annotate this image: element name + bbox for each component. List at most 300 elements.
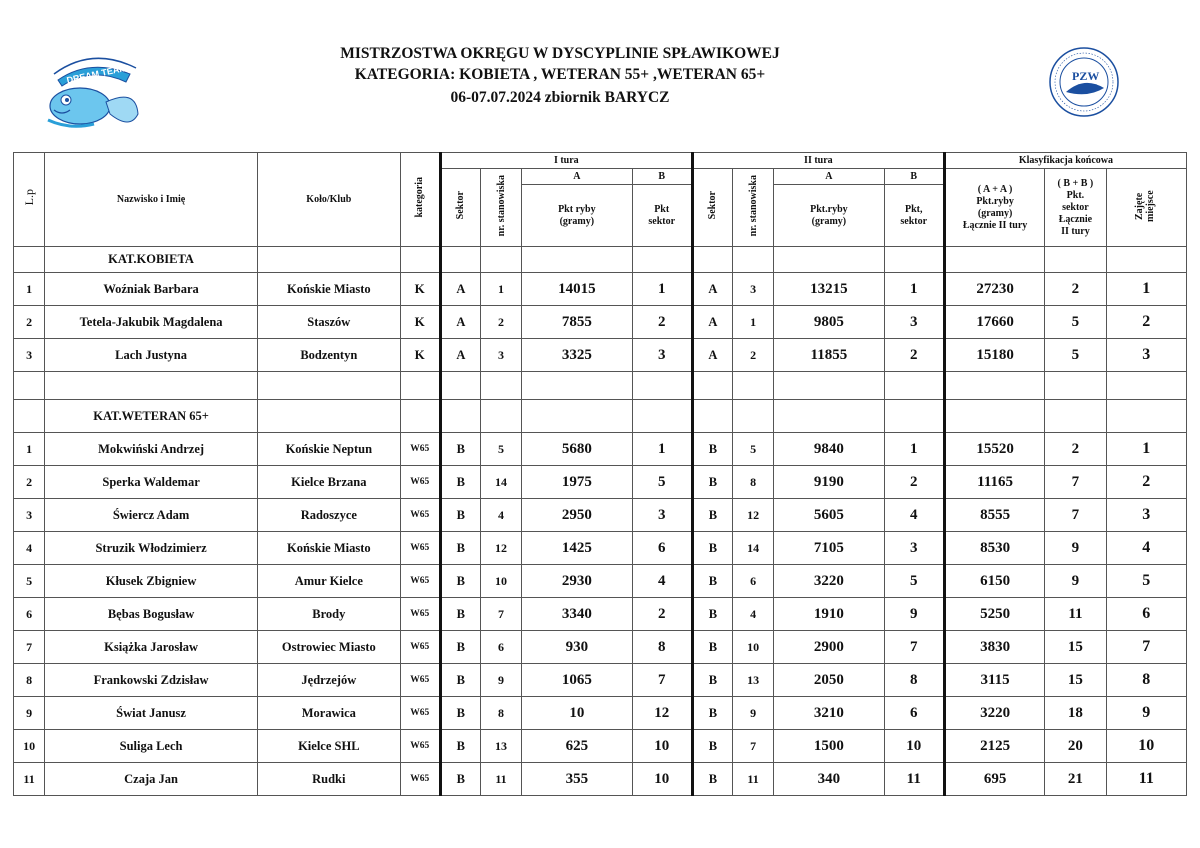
cell-pkt-sektor-2: 10: [884, 730, 944, 763]
cell-place: 8: [1106, 664, 1186, 697]
cell-stanowisko-1: 4: [480, 499, 521, 532]
cell-stanowisko-2: 6: [733, 565, 774, 598]
cell-pkt-ryby-2: 2050: [774, 664, 884, 697]
cell-sektor-2: B: [692, 532, 732, 565]
category-label: KAT.KOBIETA: [45, 247, 258, 273]
table-row: [14, 273, 1187, 306]
col-a-2: A: [774, 169, 884, 185]
cell-pkt-ryby-2: 7105: [774, 532, 884, 565]
cell-pkt-sektor-2: 7: [884, 631, 944, 664]
empty-cell: [733, 372, 774, 400]
cell-pkt-sektor-1: 5: [632, 466, 692, 499]
col-place: Zajęte miejsce: [1106, 169, 1186, 247]
empty-cell: [400, 400, 440, 433]
cell-final-fish: 8555: [944, 499, 1044, 532]
cell-stanowisko-1: 7: [480, 598, 521, 631]
cell-sektor-2: A: [692, 306, 732, 339]
category-label: KAT.WETERAN 65+: [45, 400, 258, 433]
cell-place: 4: [1106, 532, 1186, 565]
empty-cell: [632, 400, 692, 433]
cell-stanowisko-1: 8: [480, 697, 521, 730]
cell-club: Końskie Miasto: [258, 532, 401, 565]
cell-final-fish: 3220: [944, 697, 1044, 730]
col-pkt-sektor-2: Pkt, sektor: [884, 185, 944, 247]
cell-sektor-1: B: [440, 763, 480, 796]
cell-stanowisko-1: 9: [480, 664, 521, 697]
cell-sektor-1: B: [440, 565, 480, 598]
cell-kategoria: W65: [400, 433, 440, 466]
empty-cell: [258, 400, 401, 433]
empty-cell: [480, 247, 521, 273]
cell-sektor-2: B: [692, 697, 732, 730]
cell-place: 6: [1106, 598, 1186, 631]
cell-final-points: 7: [1045, 466, 1106, 499]
cell-lp: 5: [14, 565, 45, 598]
cell-stanowisko-2: 2: [733, 339, 774, 372]
cell-pkt-sektor-2: 3: [884, 532, 944, 565]
cell-stanowisko-2: 12: [733, 499, 774, 532]
cell-pkt-ryby-2: 5605: [774, 499, 884, 532]
cell-kategoria: W65: [400, 664, 440, 697]
cell-final-fish: 2125: [944, 730, 1044, 763]
cell-sektor-1: B: [440, 433, 480, 466]
category-row: [14, 247, 1187, 273]
cell-sektor-2: B: [692, 466, 732, 499]
col-pkt-sektor-1: Pkt sektor: [632, 185, 692, 247]
cell-place: 2: [1106, 466, 1186, 499]
cell-name: Świat Janusz: [45, 697, 258, 730]
empty-cell: [522, 247, 632, 273]
cell-place: 3: [1106, 339, 1186, 372]
results-table: [13, 152, 1187, 796]
results-body: [14, 247, 1187, 796]
cell-kategoria: W65: [400, 631, 440, 664]
cell-stanowisko-2: 13: [733, 664, 774, 697]
col-name: Nazwisko i Imię: [45, 153, 258, 247]
empty-cell: [944, 247, 1044, 273]
cell-kategoria: W65: [400, 499, 440, 532]
cell-stanowisko-1: 14: [480, 466, 521, 499]
empty-cell: [14, 247, 45, 273]
empty-cell: [440, 400, 480, 433]
cell-sektor-2: A: [692, 273, 732, 306]
cell-pkt-ryby-1: 625: [522, 730, 632, 763]
cell-stanowisko-1: 5: [480, 433, 521, 466]
cell-final-fish: 3115: [944, 664, 1044, 697]
cell-name: Bębas Bogusław: [45, 598, 258, 631]
cell-sektor-2: B: [692, 763, 732, 796]
cell-pkt-ryby-2: 340: [774, 763, 884, 796]
table-row: [14, 565, 1187, 598]
cell-sektor-2: B: [692, 730, 732, 763]
cell-kategoria: W65: [400, 466, 440, 499]
cell-sektor-1: B: [440, 466, 480, 499]
cell-sektor-2: B: [692, 631, 732, 664]
col-kategoria: kategoria: [400, 153, 440, 247]
cell-pkt-ryby-2: 2900: [774, 631, 884, 664]
table-row: [14, 697, 1187, 730]
cell-name: Sperka Waldemar: [45, 466, 258, 499]
cell-place: 3: [1106, 499, 1186, 532]
cell-final-fish: 17660: [944, 306, 1044, 339]
cell-stanowisko-1: 2: [480, 306, 521, 339]
cell-club: Kielce Brzana: [258, 466, 401, 499]
cell-final-points: 9: [1045, 532, 1106, 565]
empty-cell: [258, 247, 401, 273]
cell-pkt-sektor-2: 9: [884, 598, 944, 631]
cell-lp: 3: [14, 499, 45, 532]
cell-lp: 8: [14, 664, 45, 697]
col-club: Koło/Klub: [258, 153, 401, 247]
cell-pkt-sektor-1: 4: [632, 565, 692, 598]
col-sektor-1: Sektor: [440, 169, 480, 247]
cell-lp: 11: [14, 763, 45, 796]
cell-stanowisko-2: 10: [733, 631, 774, 664]
cell-sektor-2: B: [692, 664, 732, 697]
cell-stanowisko-2: 11: [733, 763, 774, 796]
cell-lp: 2: [14, 466, 45, 499]
logo-right-text: PZW: [1072, 69, 1100, 83]
cell-club: Rudki: [258, 763, 401, 796]
cell-sektor-1: A: [440, 273, 480, 306]
cell-sektor-1: B: [440, 499, 480, 532]
cell-name: Świercz Adam: [45, 499, 258, 532]
cell-place: 5: [1106, 565, 1186, 598]
cell-pkt-ryby-1: 5680: [522, 433, 632, 466]
table-row: [14, 433, 1187, 466]
cell-pkt-sektor-1: 6: [632, 532, 692, 565]
cell-final-fish: 27230: [944, 273, 1044, 306]
empty-cell: [884, 372, 944, 400]
cell-sektor-1: B: [440, 664, 480, 697]
cell-lp: 10: [14, 730, 45, 763]
cell-stanowisko-1: 3: [480, 339, 521, 372]
cell-final-points: 9: [1045, 565, 1106, 598]
cell-stanowisko-1: 10: [480, 565, 521, 598]
cell-final-points: 7: [1045, 499, 1106, 532]
cell-pkt-sektor-1: 1: [632, 433, 692, 466]
cell-name: Frankowski Zdzisław: [45, 664, 258, 697]
cell-pkt-ryby-2: 11855: [774, 339, 884, 372]
cell-sektor-2: B: [692, 499, 732, 532]
empty-cell: [1045, 372, 1106, 400]
empty-cell: [1106, 247, 1186, 273]
empty-cell: [440, 372, 480, 400]
category-row: [14, 400, 1187, 433]
cell-club: Bodzentyn: [258, 339, 401, 372]
cell-final-fish: 6150: [944, 565, 1044, 598]
cell-final-points: 5: [1045, 306, 1106, 339]
empty-cell: [692, 400, 732, 433]
table-row: [14, 664, 1187, 697]
empty-cell: [45, 372, 258, 400]
empty-cell: [944, 372, 1044, 400]
empty-cell: [14, 372, 45, 400]
cell-club: Kielce SHL: [258, 730, 401, 763]
cell-pkt-sektor-2: 6: [884, 697, 944, 730]
cell-pkt-sektor-2: 5: [884, 565, 944, 598]
dream-team-logo: [40, 44, 144, 130]
cell-name: Woźniak Barbara: [45, 273, 258, 306]
cell-final-points: 18: [1045, 697, 1106, 730]
col-a-1: A: [522, 169, 632, 185]
empty-cell: [1106, 400, 1186, 433]
title-line-1: MISTRZOSTWA OKRĘGU W DYSCYPLINIE SPŁAWIKOWEJ: [340, 45, 780, 62]
empty-cell: [400, 247, 440, 273]
cell-kategoria: W65: [400, 532, 440, 565]
cell-kategoria: W65: [400, 697, 440, 730]
col-tura-1: I tura: [440, 153, 692, 169]
table-row: [14, 339, 1187, 372]
cell-kategoria: W65: [400, 598, 440, 631]
cell-pkt-ryby-1: 930: [522, 631, 632, 664]
empty-cell: [884, 400, 944, 433]
col-pkt-ryby-2: Pkt.ryby (gramy): [774, 185, 884, 247]
cell-stanowisko-2: 3: [733, 273, 774, 306]
cell-pkt-sektor-1: 8: [632, 631, 692, 664]
cell-final-fish: 15180: [944, 339, 1044, 372]
cell-final-points: 2: [1045, 273, 1106, 306]
cell-pkt-ryby-1: 1425: [522, 532, 632, 565]
cell-final-fish: 5250: [944, 598, 1044, 631]
cell-club: Końskie Miasto: [258, 273, 401, 306]
cell-pkt-ryby-2: 1500: [774, 730, 884, 763]
cell-club: Ostrowiec Miasto: [258, 631, 401, 664]
title-line-2: KATEGORIA: KOBIETA , WETERAN 55+ ,WETERAN 65+: [354, 66, 766, 83]
col-final-points: ( B + B ) Pkt. sektor Łącznie II tury: [1045, 169, 1106, 247]
empty-cell: [733, 247, 774, 273]
cell-club: Amur Kielce: [258, 565, 401, 598]
cell-stanowisko-2: 4: [733, 598, 774, 631]
cell-pkt-sektor-2: 11: [884, 763, 944, 796]
cell-name: Tetela-Jakubik Magdalena: [45, 306, 258, 339]
empty-cell: [632, 247, 692, 273]
cell-stanowisko-2: 8: [733, 466, 774, 499]
cell-stanowisko-1: 6: [480, 631, 521, 664]
empty-cell: [440, 247, 480, 273]
cell-place: 9: [1106, 697, 1186, 730]
cell-stanowisko-2: 5: [733, 433, 774, 466]
empty-cell: [258, 372, 401, 400]
cell-final-fish: 15520: [944, 433, 1044, 466]
cell-final-points: 15: [1045, 631, 1106, 664]
cell-stanowisko-1: 13: [480, 730, 521, 763]
cell-pkt-ryby-1: 3325: [522, 339, 632, 372]
empty-cell: [480, 372, 521, 400]
cell-sektor-1: A: [440, 339, 480, 372]
cell-pkt-ryby-2: 1910: [774, 598, 884, 631]
col-final-fish: ( A + A ) Pkt.ryby (gramy) Łącznie II tury: [944, 169, 1044, 247]
cell-pkt-sektor-1: 10: [632, 730, 692, 763]
cell-stanowisko-2: 7: [733, 730, 774, 763]
cell-pkt-sektor-2: 1: [884, 273, 944, 306]
cell-pkt-sektor-1: 2: [632, 598, 692, 631]
empty-cell: [692, 247, 732, 273]
empty-cell: [774, 247, 884, 273]
table-row: [14, 306, 1187, 339]
cell-pkt-sektor-1: 2: [632, 306, 692, 339]
cell-final-points: 2: [1045, 433, 1106, 466]
cell-club: Radoszyce: [258, 499, 401, 532]
cell-place: 7: [1106, 631, 1186, 664]
cell-sektor-1: B: [440, 598, 480, 631]
table-row: [14, 532, 1187, 565]
cell-kategoria: W65: [400, 730, 440, 763]
table-row: [14, 730, 1187, 763]
cell-pkt-sektor-1: 1: [632, 273, 692, 306]
cell-stanowisko-1: 1: [480, 273, 521, 306]
logo-left-text: DREAM TEAM: [65, 62, 128, 86]
empty-cell: [400, 372, 440, 400]
cell-final-fish: 8530: [944, 532, 1044, 565]
cell-lp: 9: [14, 697, 45, 730]
cell-pkt-ryby-2: 9840: [774, 433, 884, 466]
empty-cell: [774, 400, 884, 433]
empty-cell: [522, 372, 632, 400]
cell-kategoria: K: [400, 339, 440, 372]
cell-sektor-2: B: [692, 598, 732, 631]
cell-final-points: 15: [1045, 664, 1106, 697]
cell-pkt-ryby-1: 2950: [522, 499, 632, 532]
cell-club: Jędrzejów: [258, 664, 401, 697]
cell-kategoria: K: [400, 273, 440, 306]
cell-sektor-2: B: [692, 565, 732, 598]
cell-name: Struzik Włodzimierz: [45, 532, 258, 565]
cell-pkt-sektor-2: 3: [884, 306, 944, 339]
col-pkt-ryby-1: Pkt ryby (gramy): [522, 185, 632, 247]
cell-name: Czaja Jan: [45, 763, 258, 796]
cell-club: Końskie Neptun: [258, 433, 401, 466]
cell-stanowisko-2: 14: [733, 532, 774, 565]
cell-pkt-sektor-2: 4: [884, 499, 944, 532]
cell-pkt-sektor-1: 12: [632, 697, 692, 730]
cell-stanowisko-1: 12: [480, 532, 521, 565]
col-stanowisko-2: nr. stanowiska: [733, 169, 774, 247]
empty-cell: [774, 372, 884, 400]
cell-kategoria: K: [400, 306, 440, 339]
cell-name: Lach Justyna: [45, 339, 258, 372]
cell-final-points: 5: [1045, 339, 1106, 372]
table-row: [14, 499, 1187, 532]
cell-sektor-1: B: [440, 730, 480, 763]
cell-sektor-1: B: [440, 697, 480, 730]
cell-club: Staszów: [258, 306, 401, 339]
cell-pkt-ryby-1: 1065: [522, 664, 632, 697]
table-row: [14, 598, 1187, 631]
cell-stanowisko-1: 11: [480, 763, 521, 796]
cell-pkt-sektor-2: 2: [884, 466, 944, 499]
cell-place: 1: [1106, 273, 1186, 306]
cell-pkt-ryby-1: 2930: [522, 565, 632, 598]
cell-pkt-sektor-2: 8: [884, 664, 944, 697]
empty-cell: [480, 400, 521, 433]
cell-final-fish: 3830: [944, 631, 1044, 664]
cell-sektor-2: A: [692, 339, 732, 372]
cell-lp: 7: [14, 631, 45, 664]
cell-pkt-ryby-2: 3220: [774, 565, 884, 598]
col-sektor-2: Sektor: [692, 169, 732, 247]
cell-pkt-ryby-1: 7855: [522, 306, 632, 339]
cell-final-points: 20: [1045, 730, 1106, 763]
col-b-2: B: [884, 169, 944, 185]
cell-pkt-sektor-1: 3: [632, 499, 692, 532]
empty-cell: [1045, 247, 1106, 273]
col-b-1: B: [632, 169, 692, 185]
cell-stanowisko-2: 9: [733, 697, 774, 730]
cell-pkt-sektor-1: 3: [632, 339, 692, 372]
cell-pkt-sektor-2: 1: [884, 433, 944, 466]
cell-pkt-ryby-2: 9190: [774, 466, 884, 499]
cell-pkt-sektor-1: 7: [632, 664, 692, 697]
title-line-3: 06-07.07.2024 zbiornik BARYCZ: [450, 89, 670, 106]
cell-name: Suliga Lech: [45, 730, 258, 763]
cell-pkt-ryby-2: 9805: [774, 306, 884, 339]
cell-final-fish: 695: [944, 763, 1044, 796]
cell-kategoria: W65: [400, 565, 440, 598]
cell-pkt-ryby-1: 1975: [522, 466, 632, 499]
cell-pkt-ryby-2: 3210: [774, 697, 884, 730]
cell-lp: 1: [14, 433, 45, 466]
empty-cell: [884, 247, 944, 273]
cell-final-points: 21: [1045, 763, 1106, 796]
cell-lp: 6: [14, 598, 45, 631]
cell-club: Morawica: [258, 697, 401, 730]
cell-place: 11: [1106, 763, 1186, 796]
cell-pkt-ryby-2: 13215: [774, 273, 884, 306]
empty-cell: [944, 400, 1044, 433]
spacer-row: [14, 372, 1187, 400]
empty-cell: [733, 400, 774, 433]
cell-sektor-1: B: [440, 532, 480, 565]
col-tura-2: II tura: [692, 153, 944, 169]
cell-sektor-2: B: [692, 433, 732, 466]
empty-cell: [522, 400, 632, 433]
cell-lp: 2: [14, 306, 45, 339]
cell-pkt-ryby-1: 3340: [522, 598, 632, 631]
pzw-seal-logo: [1048, 46, 1120, 118]
col-lp: L.p: [14, 153, 45, 247]
cell-kategoria: W65: [400, 763, 440, 796]
cell-club: Brody: [258, 598, 401, 631]
col-final: Klasyfikacja końcowa: [944, 153, 1186, 169]
empty-cell: [14, 400, 45, 433]
cell-sektor-1: B: [440, 631, 480, 664]
cell-lp: 1: [14, 273, 45, 306]
table-row: [14, 763, 1187, 796]
empty-cell: [632, 372, 692, 400]
cell-place: 10: [1106, 730, 1186, 763]
cell-name: Mokwiński Andrzej: [45, 433, 258, 466]
cell-name: Książka Jarosław: [45, 631, 258, 664]
empty-cell: [692, 372, 732, 400]
cell-lp: 4: [14, 532, 45, 565]
cell-lp: 3: [14, 339, 45, 372]
table-row: [14, 466, 1187, 499]
cell-pkt-sektor-2: 2: [884, 339, 944, 372]
cell-pkt-ryby-1: 14015: [522, 273, 632, 306]
cell-place: 2: [1106, 306, 1186, 339]
empty-cell: [1045, 400, 1106, 433]
cell-final-points: 11: [1045, 598, 1106, 631]
cell-pkt-sektor-1: 10: [632, 763, 692, 796]
cell-sektor-1: A: [440, 306, 480, 339]
cell-pkt-ryby-1: 355: [522, 763, 632, 796]
cell-final-fish: 11165: [944, 466, 1044, 499]
cell-pkt-ryby-1: 10: [522, 697, 632, 730]
empty-cell: [1106, 372, 1186, 400]
table-row: [14, 631, 1187, 664]
col-stanowisko-1: nr. stanowiska: [480, 169, 521, 247]
